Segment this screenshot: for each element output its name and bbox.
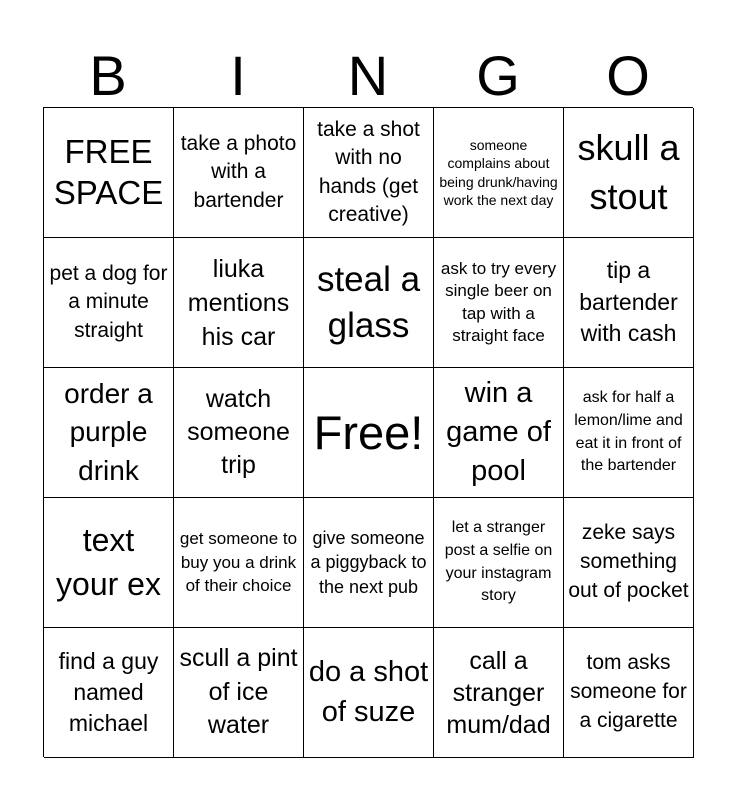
- bingo-cell-text: call a stranger mum/dad: [446, 646, 551, 739]
- bingo-cell[interactable]: [434, 628, 564, 758]
- bingo-cell-text: win a game of pool: [446, 376, 551, 488]
- bingo-cell[interactable]: [304, 238, 434, 368]
- bingo-header: [43, 44, 693, 108]
- bingo-cell[interactable]: [434, 238, 564, 368]
- header-letter-g: G: [476, 44, 520, 107]
- bingo-cell-text: steal a glass: [316, 260, 421, 345]
- bingo-cell[interactable]: [564, 628, 694, 758]
- header-letter-o: O: [606, 44, 650, 107]
- bingo-cell[interactable]: [44, 368, 174, 498]
- bingo-cell[interactable]: [174, 368, 304, 498]
- header-letter-n: N: [347, 44, 389, 107]
- bingo-cell-text: text your ex: [56, 522, 161, 602]
- bingo-cell-text: give someone a piggyback to the next pub: [310, 528, 427, 597]
- bingo-cell-text: do a shot of suze: [308, 656, 429, 728]
- bingo-cell[interactable]: [304, 628, 434, 758]
- bingo-cell[interactable]: [44, 498, 174, 628]
- bingo-cell[interactable]: [44, 628, 174, 758]
- bingo-cell[interactable]: [304, 498, 434, 628]
- bingo-cell[interactable]: [174, 498, 304, 628]
- bingo-cell[interactable]: [304, 368, 434, 498]
- header-letter-i: I: [230, 44, 246, 107]
- bingo-cell-text: let a stranger post a selfie on your instagram story: [444, 519, 553, 605]
- bingo-cell-text: zeke says something out of pocket: [568, 521, 689, 602]
- bingo-cell[interactable]: [434, 368, 564, 498]
- bingo-cell-text: tip a bartender with cash: [579, 256, 678, 347]
- bingo-board: [43, 107, 693, 757]
- bingo-cell-text: watch someone trip: [187, 384, 290, 480]
- bingo-cell[interactable]: [174, 238, 304, 368]
- bingo-cell-text: skull a stout: [577, 126, 680, 217]
- bingo-cell[interactable]: [564, 368, 694, 498]
- bingo-cell-text: find a guy named michael: [58, 648, 159, 736]
- bingo-cell-text: FREE SPACE: [53, 133, 164, 211]
- bingo-cell-text: order a purple drink: [64, 378, 153, 486]
- bingo-cell[interactable]: [174, 628, 304, 758]
- bingo-cell-text: scull a pint of ice water: [179, 643, 298, 740]
- bingo-cell[interactable]: [44, 108, 174, 238]
- bingo-cell[interactable]: [434, 108, 564, 238]
- bingo-cell-text: get someone to buy you a drink of their choice: [179, 529, 298, 596]
- bingo-cell-text: someone complains about being drunk/having work the next day: [439, 137, 558, 208]
- bingo-cell[interactable]: [564, 238, 694, 368]
- bingo-cell-text: ask for half a lemon/lime and eat it in front of the bartender: [574, 389, 683, 475]
- bingo-cell-text: Free!: [313, 405, 424, 459]
- bingo-cell[interactable]: [564, 108, 694, 238]
- bingo-cell-text: take a photo with a bartender: [180, 131, 297, 212]
- bingo-cell[interactable]: [564, 498, 694, 628]
- bingo-cell-text: take a shot with no hands (get creative): [317, 118, 420, 226]
- bingo-cell-text: pet a dog for a minute straight: [49, 261, 168, 342]
- bingo-cell-text: tom asks someone for a cigarette: [570, 651, 687, 732]
- bingo-cell[interactable]: [44, 238, 174, 368]
- header-letter-b: B: [89, 44, 127, 107]
- bingo-cell[interactable]: [174, 108, 304, 238]
- bingo-cell-text: ask to try every single beer on tap with a straight face: [440, 258, 557, 345]
- bingo-cell[interactable]: [304, 108, 434, 238]
- bingo-cell[interactable]: [434, 498, 564, 628]
- bingo-cell-text: liuka mentions his car: [187, 254, 290, 351]
